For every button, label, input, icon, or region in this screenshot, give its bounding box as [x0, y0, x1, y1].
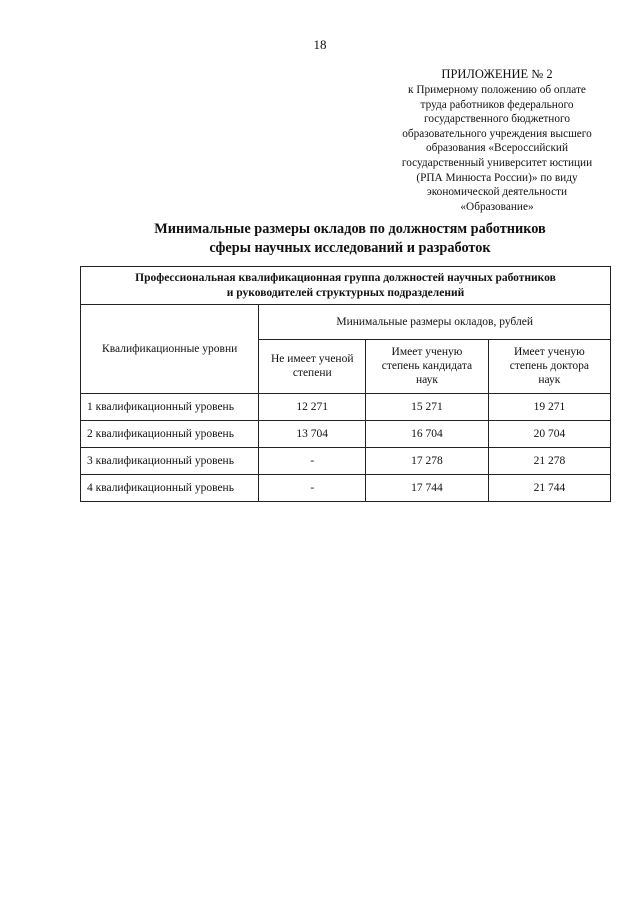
level-cell: 2 квалификационный уровень	[81, 421, 259, 448]
column-header-line: степени	[292, 367, 332, 380]
group-header-line: Профессиональная квалификационная группа должностей научных работников	[135, 272, 556, 284]
page-number: 18	[313, 37, 327, 52]
doctor-cell: 20 704	[488, 421, 610, 448]
level-cell: 4 квалификационный уровень	[81, 475, 259, 502]
document-title-line: Минимальные размеры окладов по должностям работников	[154, 221, 546, 237]
level-cell: 3 квалификационный уровень	[81, 448, 259, 475]
column-header-line: Имеет ученую	[391, 346, 463, 359]
table-row	[81, 394, 611, 421]
appendix-line: к Примерному положению об оплате	[408, 84, 586, 96]
group-header-line: и руководителей структурных подразделений	[226, 286, 465, 299]
candidate-cell: 15 271	[366, 394, 489, 421]
candidate-cell: 17 744	[366, 475, 489, 502]
salary-table	[80, 266, 611, 502]
appendix-block	[380, 66, 614, 214]
column-header-line: наук	[415, 374, 438, 387]
levels-header: Квалификационные уровни	[81, 305, 259, 394]
no-degree-cell: 12 271	[259, 394, 366, 421]
table-row	[81, 421, 611, 448]
column-header-doctor	[488, 339, 610, 393]
appendix-line: государственный университет юстиции	[401, 156, 593, 169]
appendix-line: (РПА Минюста России)» по виду	[416, 171, 578, 184]
appendix-line: образовательного учреждения высшего	[402, 127, 592, 140]
column-header-candidate	[366, 339, 489, 393]
no-degree-cell: -	[259, 448, 366, 475]
appendix-line: «Образование»	[460, 200, 534, 213]
appendix-line: труда работников федерального	[420, 98, 574, 111]
document-title	[0, 220, 640, 257]
column-header-line: наук	[538, 374, 561, 387]
doctor-cell: 21 744	[488, 475, 610, 502]
header-row	[81, 305, 611, 340]
doctor-cell: 21 278	[488, 448, 610, 475]
candidate-cell: 16 704	[366, 421, 489, 448]
group-header-row	[81, 267, 611, 305]
document-title-line: сферы научных исследований и разработок	[209, 239, 491, 256]
table-row	[81, 475, 611, 502]
appendix-line: образования «Всероссийский	[425, 142, 569, 155]
no-degree-cell: -	[259, 475, 366, 502]
level-cell: 1 квалификационный уровень	[81, 394, 259, 421]
column-header-no-degree	[259, 339, 366, 393]
no-degree-cell: 13 704	[259, 421, 366, 448]
column-header-line: Имеет ученую	[513, 346, 585, 359]
candidate-cell: 17 278	[366, 448, 489, 475]
table-row	[81, 448, 611, 475]
appendix-title: ПРИЛОЖЕНИЕ № 2	[441, 67, 553, 81]
appendix-line: государственного бюджетного	[424, 113, 570, 126]
column-header-line: степень доктора	[509, 360, 590, 373]
min-salary-header: Минимальные размеры окладов, рублей	[259, 305, 611, 340]
column-header-line: степень кандидата	[381, 360, 473, 373]
group-header-cell	[81, 267, 611, 305]
appendix-line: экономической деятельности	[426, 186, 568, 199]
column-header-line: Не имеет ученой	[270, 353, 354, 366]
doctor-cell: 19 271	[488, 394, 610, 421]
